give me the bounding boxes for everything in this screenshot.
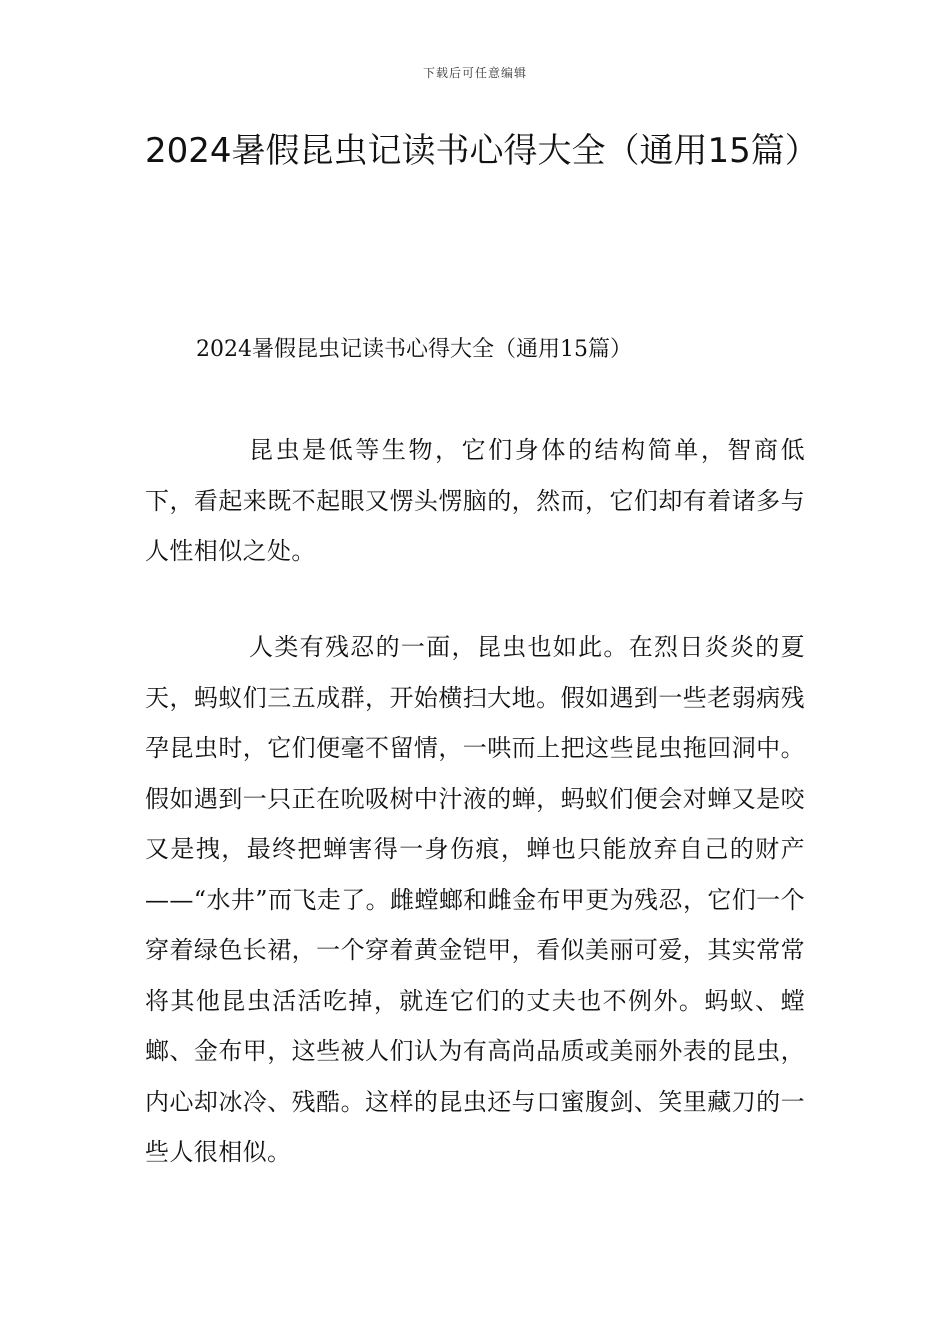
- header-note: 下载后可任意编辑: [422, 66, 527, 80]
- paragraph: 人类有残忍的一面，昆虫也如此。在烈日炎炎的夏天，蚂蚁们三五成群，开始横扫大地。假如遇到一些老弱病残孕昆虫时，它们便毫不留情，一哄而上把这些昆虫拖回洞中。假如遇到一只正在吮吸树中汁液的蝉，蚂蚁们便会对蝉又是咬又是拽，最终把蝉害得一身伤痕，蝉也只能放弃自己的财产——“水井”而飞走了。雌螳螂和雌金布甲更为残忍，它们一个穿着绿色长裙，一个穿着黄金铠甲，看似美丽可爱，其实常常将其他昆虫活活吃掉，就连它们的丈夫也不例外。蚂蚁、螳螂、金布甲，这些被人们认为有高尚品质或美丽外表的昆虫，内心却冰冷、残酷。这样的昆虫还与口蜜腹剑、笑里藏刀的一些人很相似。: [145, 633, 805, 1166]
- paragraph: 昆虫是低等生物，它们身体的结构简单，智商低下，看起来既不起眼又愣头愣脑的，然而，它们却有着诸多与人性相似之处。: [145, 436, 805, 565]
- document-subtitle: 2024暑假昆虫记读书心得大全（通用15篇）: [196, 337, 632, 362]
- document-title: 2024暑假昆虫记读书心得大全（通用15篇）: [145, 131, 819, 171]
